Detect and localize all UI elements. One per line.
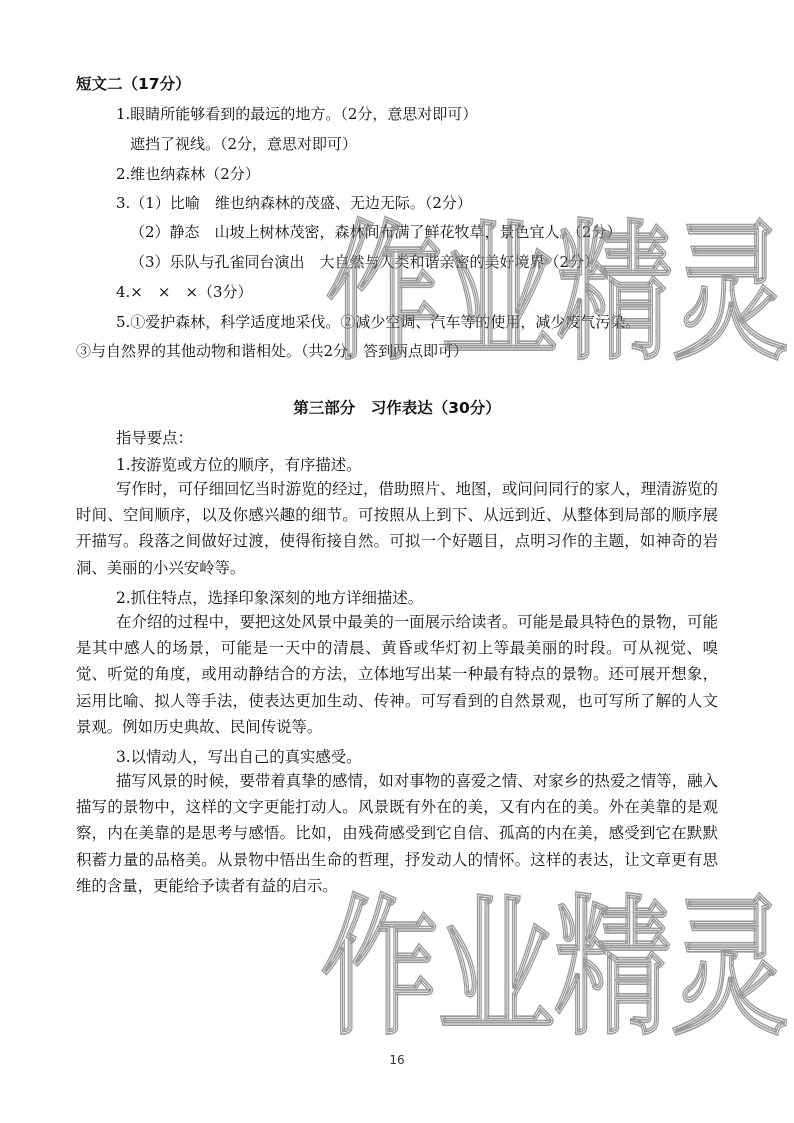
- answer-item: 5.①爱护森林，科学适度地采伐。②减少空调、汽车等的使用，减少废气污染。: [116, 313, 641, 331]
- guide-point-1: 1.按游览或方位的顺序，有序描述。: [116, 456, 362, 474]
- guide-point-2: 2.抓住特点，选择印象深刻的地方详细描述。: [116, 589, 424, 607]
- part-title: 第三部分 习作表达（30分）: [293, 399, 501, 417]
- answer-item: （3）乐队与孔雀同台演出 大自然与人类和谐亲密的美好境界（2分）: [130, 253, 600, 271]
- guide-point-3: 3.以情动人，写出自己的真实感受。: [116, 748, 362, 766]
- answer-item: 1.眼睛所能够看到的最远的地方。（2分，意思对即可）: [116, 105, 478, 123]
- answer-item: ③与自然界的其他动物和谐相处。（共2分，答到两点即可）: [76, 342, 469, 360]
- answer-item: 3.（1）比喻 维也纳森林的茂盛、无边无际。（2分）: [116, 194, 472, 212]
- page-number: 16: [389, 1053, 405, 1067]
- guide-paragraph-2: 在介绍的过程中，要把这处风景中最美的一面展示给读者。可能是最具特色的景物，可能是其中感人的场景，可能是一天中的清晨、黄昏或华灯初上等最美丽的时段。可从视觉、嗅觉、听觉的角度，或用动静结合的方法，立体地写出某一种最有特点的景物。还可展开想象，运用比喻、拟人等手法，使表达更加生动、传神。可写看到的自然景观，也可写所了解的人文景观。例如历史典故、民间传说等。: [76, 613, 718, 736]
- guide-paragraph-1: 写作时，可仔细回忆当时游览的经过，借助照片、地图，或问问同行的家人，理清游览的时间、空间顺序，以及你感兴趣的细节。可按照从上到下、从远到近、从整体到局部的顺序展开描写。段落之间做好过渡，使得衔接自然。可拟一个好题目，点明习作的主题，如神奇的岩洞、美丽的小兴安岭等。: [76, 480, 718, 577]
- watermark-text: 作业精灵: [321, 882, 788, 1042]
- answer-item: （2）静态 山坡上树林茂密，森林间布满了鲜花牧草，景色宜人。（2分）: [130, 223, 622, 241]
- watermark-text: 作业精灵: [326, 207, 788, 370]
- section-title: 短文二（17分）: [76, 75, 191, 93]
- answer-item: 2.维也纳森林（2分）: [116, 165, 260, 183]
- guide-heading: 指导要点：: [116, 429, 193, 447]
- answer-item: 遮挡了视线。（2分，意思对即可）: [130, 135, 358, 153]
- answer-item: 4.× × ×（3分）: [116, 283, 253, 301]
- guide-paragraph-3: 描写风景的时候，要带着真挚的感情，如对事物的喜爱之情、对家乡的热爱之情等，融入描写的景物中，这样的文字更能打动人。风景既有外在的美，又有内在的美。外在美靠的是观察，内在美靠的是思考与感悟。比如，由残荷感受到它自信、孤高的内在美，感受到它在默默积蓄力量的品格美。从景物中悟出生命的哲理，抒发动人的情怀。这样的表达，让文章更有思维的含量，更能给予读者有益的启示。: [76, 772, 718, 895]
